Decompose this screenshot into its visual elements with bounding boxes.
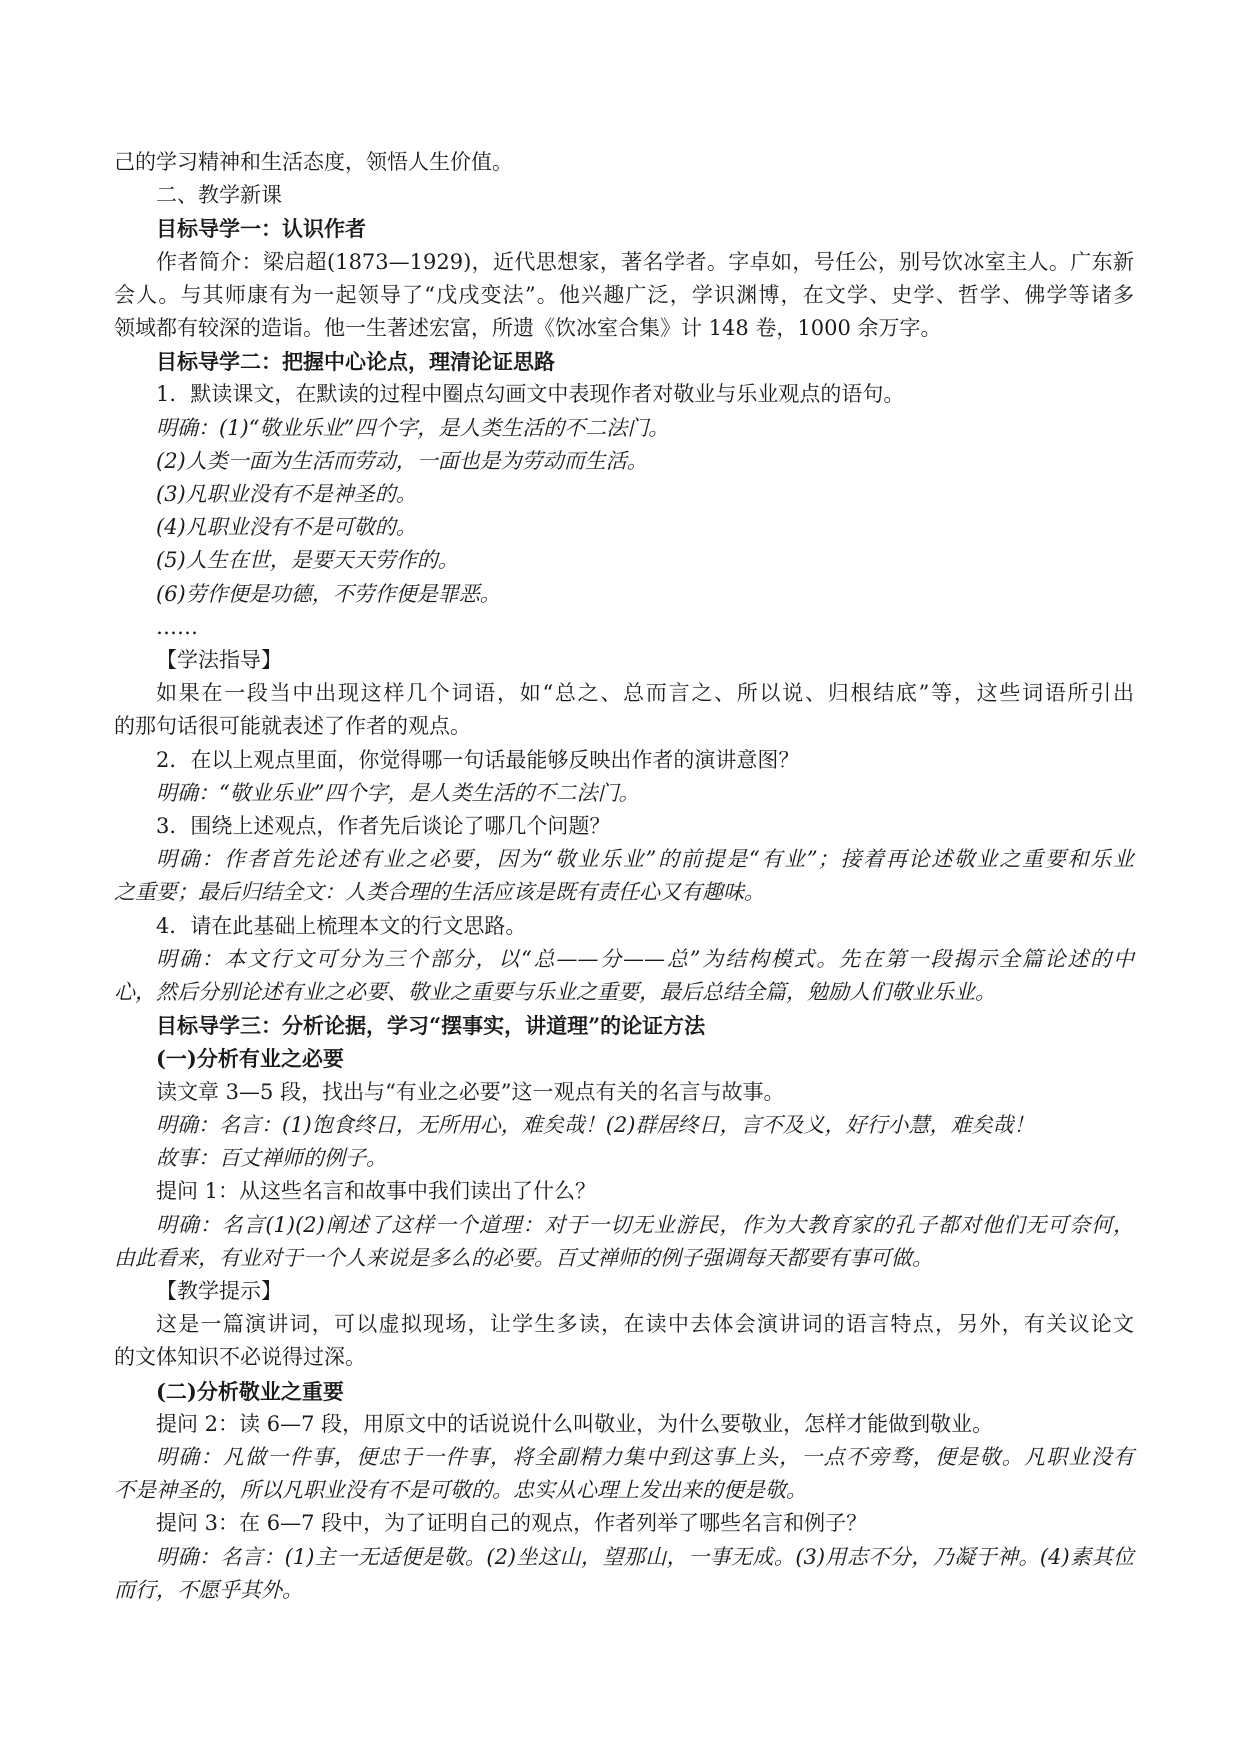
answer-line: 故事：百丈禅师的例子。	[156, 1146, 387, 1171]
answer-line: 而行，不愿乎其外。	[114, 1577, 303, 1602]
answer-line: (3)凡职业没有不是神圣的。	[156, 482, 417, 507]
text-line: 会人。与其师康有为一起领导了“戊戌变法”。他兴趣广泛，学识渊博，在文学、史学、哲学、佛学等诸多	[114, 282, 1134, 307]
question-line: 提问 3：在 6—7 段中，为了证明自己的观点，作者列举了哪些名言和例子？	[156, 1511, 868, 1536]
text-line: 这是一篇演讲词，可以虚拟现场，让学生多读，在读中去体会演讲词的语言特点，另外，有关议论文	[156, 1312, 1134, 1337]
answer-line: 明确：本文行文可分为三个部分，以“总——分——总”为结构模式。先在第一段揭示全篇论述的中	[156, 946, 1134, 971]
section-heading: 二、教学新课	[156, 183, 282, 208]
question-line: 提问 1：从这些名言和故事中我们读出了什么？	[156, 1179, 597, 1204]
subsection-heading: 目标导学二：把握中心论点，理清论证思路	[156, 349, 555, 375]
answer-line: 明确：作者首先论述有业之必要，因为“敬业乐业”的前提是“有业”；接着再论述敬业之重要和乐业	[156, 847, 1134, 872]
answer-line: (5)人生在世，是要天天劳作的。	[156, 548, 459, 573]
subsection-heading: 目标导学三：分析论据，学习“摆事实，讲道理”的论证方法	[156, 1013, 706, 1039]
text-line: 如果在一段当中出现这样几个词语，如“总之、总而言之、所以说、归根结底”等，这些词语所引出	[156, 681, 1134, 706]
text-line: 的那句话很可能就表述了作者的观点。	[114, 714, 471, 739]
answer-line: 明确：“敬业乐业”四个字，是人类生活的不二法门。	[156, 780, 640, 805]
text-line: 作者简介：梁启超(1873—1929)，近代思想家，著名学者。字卓如，号任公，别号饮冰室主人。广东新	[156, 249, 1134, 274]
subheading: (二)分析敬业之重要	[156, 1378, 344, 1404]
subsection-heading: 目标导学一：认识作者	[156, 216, 366, 242]
answer-line: 明确：凡做一件事，便忠于一件事，将全副精力集中到这事上头，一点不旁骛，便是敬。凡职业没有	[156, 1444, 1134, 1469]
answer-line: 明确：(1)“敬业乐业”四个字，是人类生活的不二法门。	[156, 415, 670, 440]
answer-line: 不是神圣的，所以凡职业没有不是可敬的。忠实从心理上发出来的便是敬。	[114, 1478, 807, 1503]
question-line: 2．在以上观点里面，你觉得哪一句话最能够反映出作者的演讲意图？	[156, 747, 800, 772]
text-line: 领域都有较深的造诣。他一生著述宏富，所遗《饮冰室合集》计 148 卷，1000 余万字。	[114, 316, 942, 341]
answer-line: 之重要；最后归结全文：人类合理的生活应该是既有责任心又有趣味。	[114, 880, 765, 905]
answer-line: (4)凡职业没有不是可敬的。	[156, 515, 417, 540]
subheading: (一)分析有业之必要	[156, 1046, 344, 1072]
answer-line: (6)劳作便是功德，不劳作便是罪恶。	[156, 581, 501, 606]
question-line: 3．围绕上述观点，作者先后谈论了哪几个问题？	[156, 814, 611, 839]
tip-heading: 【学法指导】	[156, 648, 282, 673]
answer-line: 心，然后分别论述有业之必要、敬业之重要与乐业之重要，最后总结全篇，勉励人们敬业乐业。	[114, 980, 996, 1005]
answer-line: 明确：名言(1)(2)阐述了这样一个道理：对于一切无业游民，作为大教育家的孔子都对他们无可奈何，	[156, 1212, 1134, 1237]
tip-heading: 【教学提示】	[156, 1278, 282, 1303]
question-line: 1．默读课文，在默读的过程中圈点勾画文中表现作者对敬业与乐业观点的语句。	[156, 382, 905, 407]
ellipsis-line: ……	[156, 614, 198, 639]
answer-line: (2)人类一面为生活而劳动，一面也是为劳动而生活。	[156, 448, 648, 473]
text-line: 的文体知识不必说得过深。	[114, 1345, 366, 1370]
question-line: 4．请在此基础上梳理本文的行文思路。	[156, 913, 527, 938]
question-line: 读文章 3—5 段，找出与“有业之必要”这一观点有关的名言与故事。	[156, 1079, 785, 1104]
answer-line: 明确：名言：(1)主一无适便是敬。(2)坐这山，望那山，一事无成。(3)用志不分，乃凝于神。(4)素其位	[156, 1544, 1134, 1569]
text-line: 己的学习精神和生活态度，领悟人生价值。	[114, 150, 513, 174]
question-line: 提问 2：读 6—7 段，用原文中的话说说什么叫敬业，为什么要敬业，怎样才能做到敬业。	[156, 1411, 994, 1436]
answer-line: 明确：名言：(1)饱食终日，无所用心，难矣哉！(2)群居终日，言不及义，好行小慧，难矣哉！	[156, 1112, 1035, 1137]
answer-line: 由此看来，有业对于一个人来说是多么的必要。百丈禅师的例子强调每天都要有事可做。	[114, 1245, 933, 1270]
